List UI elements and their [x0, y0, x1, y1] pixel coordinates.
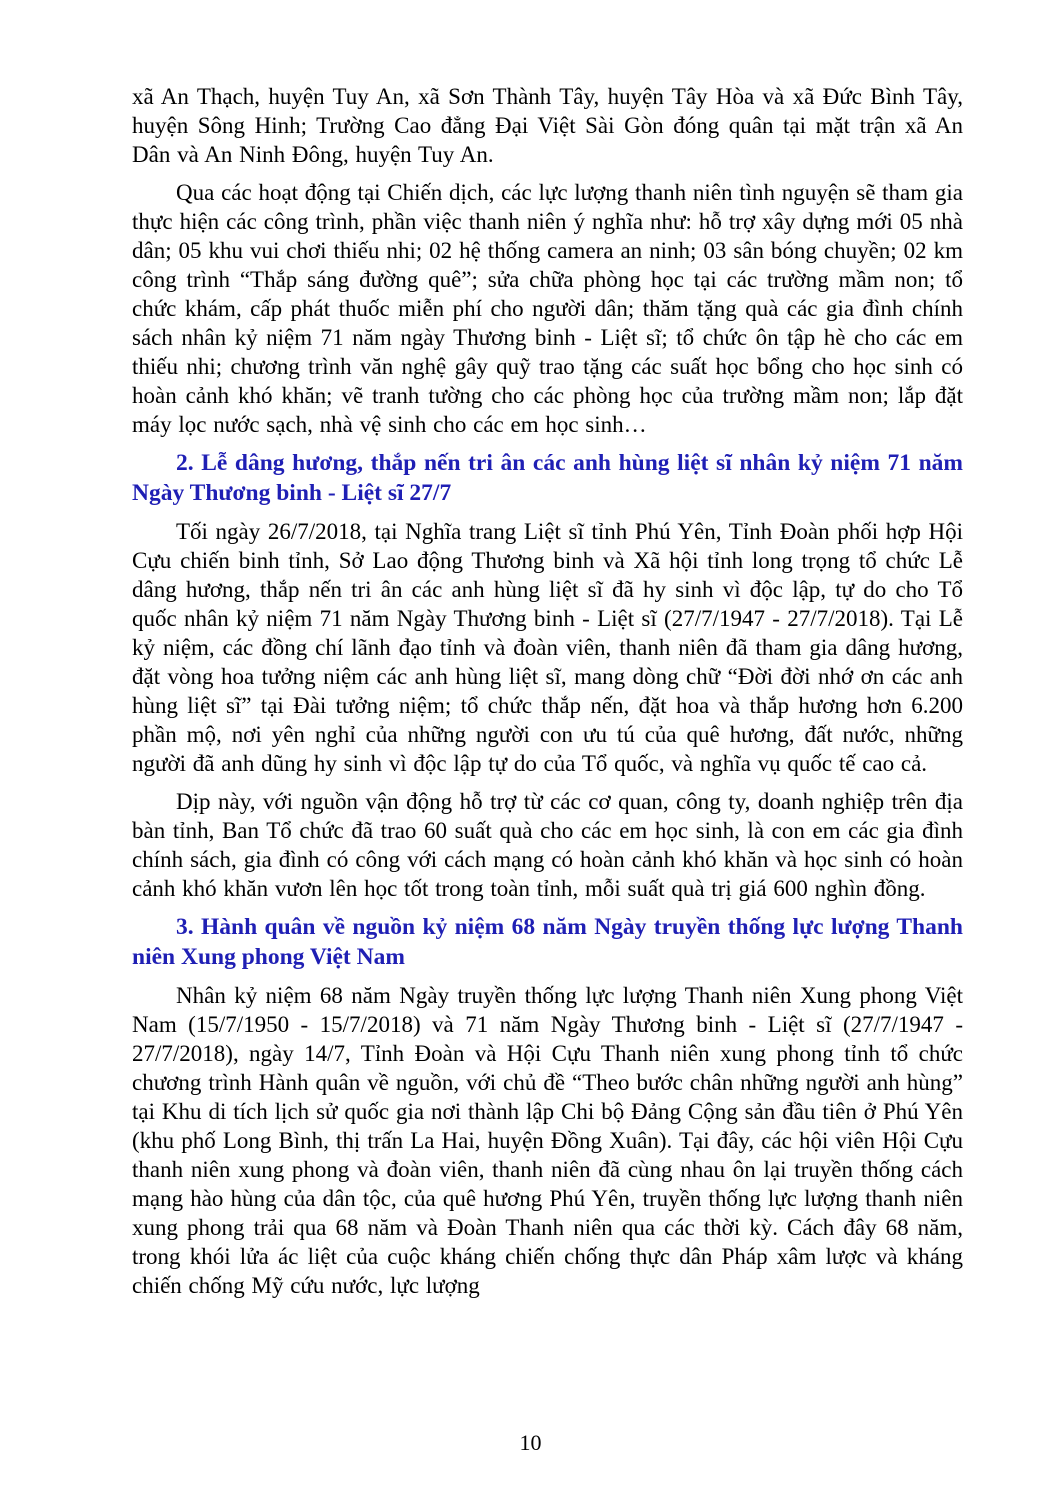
page-body [132, 82, 963, 1309]
page-number: 10 [519, 1430, 542, 1455]
paragraph-campaign-works: Qua các hoạt động tại Chiến dịch, các lực lượng thanh niên tình nguyện sẽ tham gia thực hiện các công trình, phần việc thanh niên ý nghĩa như: hỗ trợ xây dựng mới 05 nhà dân; 05 khu vui chơi thiếu nhi; 02 hệ thống camera an ninh; 03 sân bóng chuyền; 02 km công trình “Thắp sáng đường quê”; sửa chữa phòng học tại các trường mầm non; tổ chức khám, cấp phát thuốc miễn phí cho người dân; thăm tặng quà các gia đình chính sách nhân kỷ niệm 71 năm ngày Thương binh - Liệt sĩ; tổ chức ôn tập hè cho các em thiếu nhi; chương trình văn nghệ gây quỹ trao tặng các suất học bổng cho học sinh có hoàn cảnh khó khăn; vẽ tranh tường cho các phòng học của trường mầm non; lắp đặt máy lọc nước sạch, nhà vệ sinh cho các em học sinh… [132, 180, 963, 437]
section-heading-incense-ceremony: 2. Lễ dâng hương, thắp nến tri ân các anh hùng liệt sĩ nhân kỷ niệm 71 năm Ngày Thương binh - Liệt sĩ 27/7 [132, 450, 963, 506]
paragraph-march-to-origin: Nhân kỷ niệm 68 năm Ngày truyền thống lực lượng Thanh niên Xung phong Việt Nam (15/7/1950 - 15/7/2018) và 71 năm Ngày Thương binh - Liệt sĩ (27/7/1947 - 27/7/2018), ngày 14/7, Tỉnh Đoàn và Hội Cựu Thanh niên xung phong tỉnh tổ chức chương trình Hành quân về nguồn, với chủ đề “Theo bước chân những người anh hùng” tại Khu di tích lịch sử quốc gia nơi thành lập Chi bộ Đảng Cộng sản đầu tiên ở Phú Yên (khu phố Long Bình, thị trấn La Hai, huyện Đồng Xuân). Tại đây, các hội viên Hội Cựu thanh niên xung phong và đoàn viên, thanh niên đã cùng nhau ôn lại truyền thống cách mạng hào hùng của dân tộc, của quê hương Phú Yên, truyền thống lực lượng thanh niên xung phong trải qua 68 năm và Đoàn Thanh niên qua các thời kỳ. Cách đây 68 năm, trong khói lửa ác liệt của cuộc kháng chiến chống thực dân Pháp xâm lược và kháng chiến chống Mỹ cứu nước, lực lượng [132, 983, 963, 1298]
section-heading-march-to-origin: 3. Hành quân về nguồn kỷ niệm 68 năm Ngày truyền thống lực lượng Thanh niên Xung phong Việt Nam [132, 914, 963, 970]
paragraph-gift-donations: Dịp này, với nguồn vận động hỗ trợ từ các cơ quan, công ty, doanh nghiệp trên địa bàn tỉnh, Ban Tổ chức đã trao 60 suất quà cho các em học sinh, là con em các gia đình chính sách, gia đình có công với cách mạng có hoàn cảnh khó khăn và học sinh có hoàn cảnh khó khăn vươn lên học tốt trong toàn tỉnh, mỗi suất quà trị giá 600 nghìn đồng. [132, 789, 963, 901]
paragraph-continuation-units: xã An Thạch, huyện Tuy An, xã Sơn Thành Tây, huyện Tây Hòa và xã Đức Bình Tây, huyện Sông Hinh; Trường Cao đẳng Đại Việt Sài Gòn đóng quân tại mặt trận xã An Dân và An Ninh Đông, huyện Tuy An. [132, 84, 963, 167]
paragraph-memorial-ceremony: Tối ngày 26/7/2018, tại Nghĩa trang Liệt sĩ tỉnh Phú Yên, Tỉnh Đoàn phối hợp Hội Cựu chiến binh tỉnh, Sở Lao động Thương binh và Xã hội tỉnh long trọng tổ chức Lễ dâng hương, thắp nến tri ân các anh hùng liệt sĩ đã hy sinh vì độc lập, tự do cho Tổ quốc nhân kỷ niệm 71 năm Ngày Thương binh - Liệt sĩ (27/7/1947 - 27/7/2018). Tại Lễ kỷ niệm, các đồng chí lãnh đạo tỉnh và đoàn viên, thanh niên đã tham gia dâng hương, đặt vòng hoa tưởng niệm các anh hùng liệt sĩ, mang dòng chữ “Đời đời nhớ ơn các anh hùng liệt sĩ” tại Đài tưởng niệm; tổ chức thắp nến, đặt hoa và thắp hương hơn 6.200 phần mộ, nơi yên nghỉ của những người con ưu tú của quê hương, đất nước, những người đã anh dũng hy sinh vì độc lập tự do của Tổ quốc, và nghĩa vụ quốc tế cao cả. [132, 519, 963, 776]
